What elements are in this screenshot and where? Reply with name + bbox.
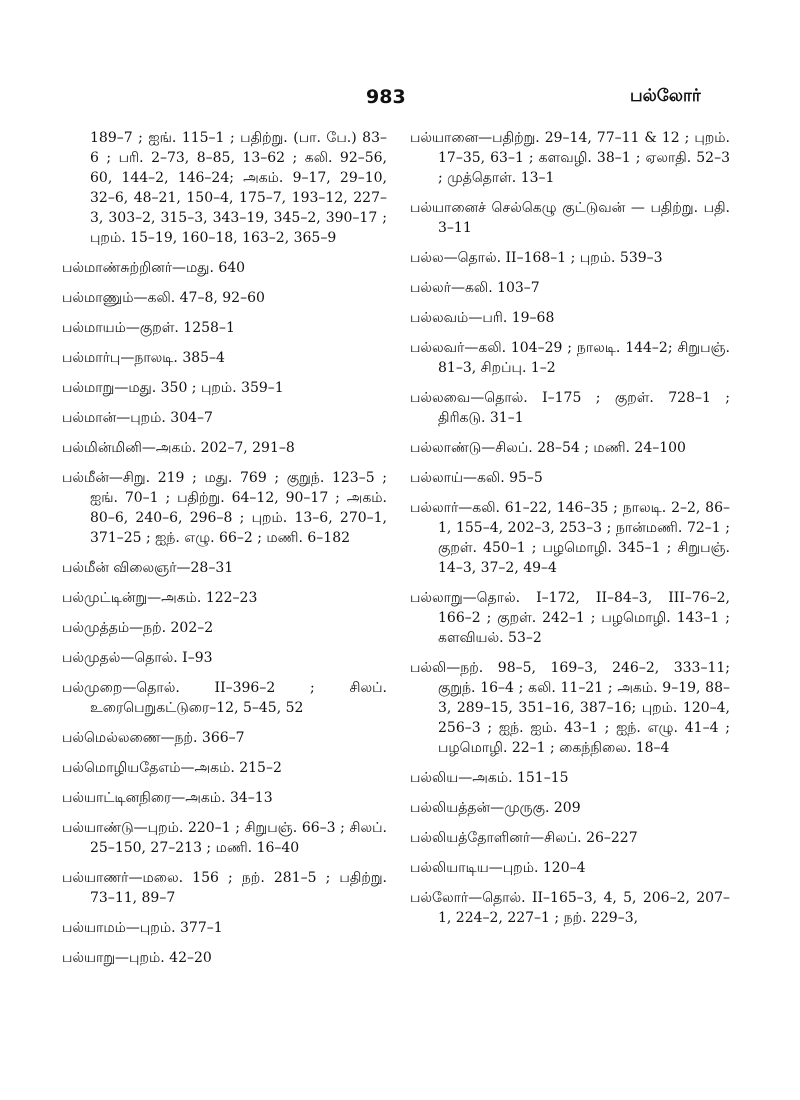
index-entry: பல்முறை—தொல். II–396–2 ; சிலப். உரைபெறுகட்டுரை–12, 5–45, 52: [62, 680, 387, 716]
index-entry: பல்லோர்—தொல். II–165–3, 4, 5, 206–2, 207–1, 224–2, 227–1 ; நற். 229–3,: [410, 890, 730, 926]
index-entry: பல்லாறு—தொல். I–172, II–84–3, III–76–2, 166–2 ; குறள். 242–1 ; பழமொழி. 143–1 ; களவியல். 53–2: [410, 590, 730, 646]
index-entry: பல்யாண்டு—புறம். 220–1 ; சிறுபஞ். 66–3 ; சிலப். 25–150, 27–213 ; மணி. 16–40: [62, 820, 387, 856]
index-entry: பல்லார்—கலி. 61–22, 146–35 ; நாலடி. 2–2, 86–1, 155–4, 202–3, 253–3 ; நான்மணி. 72–1 ; குறள். 450–1 ; பழமொழி. 345–1 ; சிறுபஞ். 14–3, 37–2, 49–4: [410, 500, 730, 576]
index-entry: பல்லியத்தன்—முருகு. 209: [410, 800, 581, 816]
index-entry: பல்மாண்சுற்றினர்—மது. 640: [62, 260, 246, 276]
index-entry: பல்முதல்—தொல். I–93: [62, 650, 213, 666]
index-entry: பல்மீன் விலைஞர்—28–31: [62, 560, 234, 576]
index-entry: பல்லியத்தோளினர்—சிலப். 26–227: [410, 830, 638, 846]
index-entry: பல்லவை—தொல். I–175 ; குறள். 728–1 ; திரிகடு. 31–1: [410, 390, 730, 426]
index-entry: பல்மீன்—சிறு. 219 ; மது. 769 ; குறுந். 123–5 ; ஐங். 70–1 ; பதிற்று. 64–12, 90–17 ; அகம். 80–6, 240–6, 296–8 ; புறம். 13–6, 270–1, 371–25 ; ஐந். எழு. 66–2 ; மணி. 6–182: [62, 470, 387, 546]
index-entry: பல்லாண்டு—சிலப். 28–54 ; மணி. 24–100: [410, 440, 686, 456]
index-entry: பல்மார்பு—நாலடி. 385–4: [62, 350, 225, 366]
index-entry: பல்மொழியதேஎம்—அகம். 215–2: [62, 760, 282, 776]
index-entry: பல்மின்மினி—அகம். 202–7, 291–8: [62, 440, 295, 456]
index-entry: பல்ல—தொல். II–168–1 ; புறம். 539–3: [410, 250, 663, 266]
index-entry: பல்மெல்லணை—நற். 366–7: [62, 730, 245, 746]
index-entry: பல்மான்—புறம். 304–7: [62, 410, 213, 426]
index-entry: பல்யாட்டினநிரை—அகம். 34–13: [62, 790, 273, 806]
index-entry: பல்யானைச் செல்கெழு குட்டுவன் — பதிற்று. பதி. 3–11: [410, 200, 730, 236]
index-entry: பல்லவம்—பரி. 19–68: [410, 310, 555, 326]
index-entry: பல்லியாடிய—புறம். 120–4: [410, 860, 586, 876]
index-entry: 189–7 ; ஐங். 115–1 ; பதிற்று. (பா. பே.) 83–6 ; பரி. 2–73, 8–85, 13–62 ; கலி. 92–56, 60, 144–2, 146–24; அகம். 9–17, 29–10, 32–6, 48–21, 150–4, 175–7, 193–12, 227–3, 303–2, 315–3, 343–19, 345–2, 390–17 ; புறம். 15–19, 160–18, 163–2, 365–9: [90, 130, 387, 246]
index-entry: பல்மாயம்—குறள். 1258–1: [62, 320, 235, 336]
index-entry: பல்யாமம்—புறம். 377–1: [62, 920, 223, 936]
index-entry: பல்யானை—பதிற்று. 29–14, 77–11 & 12 ; புறம். 17–35, 63–1 ; களவழி. 38–1 ; ஏலாதி. 52–3 ; முத்தொள். 13–1: [410, 130, 730, 186]
index-entry: பல்யாணர்—மலை. 156 ; நற். 281–5 ; பதிற்று. 73–11, 89–7: [62, 870, 387, 906]
right-column: [410, 128, 730, 938]
page-number: 983: [366, 86, 406, 108]
left-column: [62, 128, 387, 978]
index-entry: பல்மாறு—மது. 350 ; புறம். 359–1: [62, 380, 284, 396]
index-entry: பல்லாய்—கலி. 95–5: [410, 470, 543, 486]
index-entry: பல்லவர்—கலி. 104–29 ; நாலடி. 144–2; சிறுபஞ். 81–3, சிறப்பு. 1–2: [410, 340, 730, 376]
index-entry: பல்முட்டின்று—அகம். 122–23: [62, 590, 258, 606]
index-entry: பல்யாறு—புறம். 42–20: [62, 950, 212, 966]
index-entry: பல்முத்தம்—நற். 202–2: [62, 620, 214, 636]
index-entry: பல்லிய—அகம். 151–15: [410, 770, 569, 786]
index-entry: பல்லி—நற். 98–5, 169–3, 246–2, 333–11; குறுந். 16–4 ; கலி. 11–21 ; அகம். 9–19, 88–3, 289–15, 351–16, 387–16; புறம். 120–4, 256–3 ; ஐந். ஐம். 43–1 ; ஐந். எழு. 41–4 ; பழமொழி. 22–1 ; கைந்நிலை. 18–4: [410, 660, 730, 756]
running-head: பல்லோர்: [630, 86, 701, 106]
index-entry: பல்மாணும்—கலி. 47–8, 92–60: [62, 290, 265, 306]
index-entry: பல்லர்—கலி. 103–7: [410, 280, 540, 296]
page-header: [0, 86, 800, 116]
